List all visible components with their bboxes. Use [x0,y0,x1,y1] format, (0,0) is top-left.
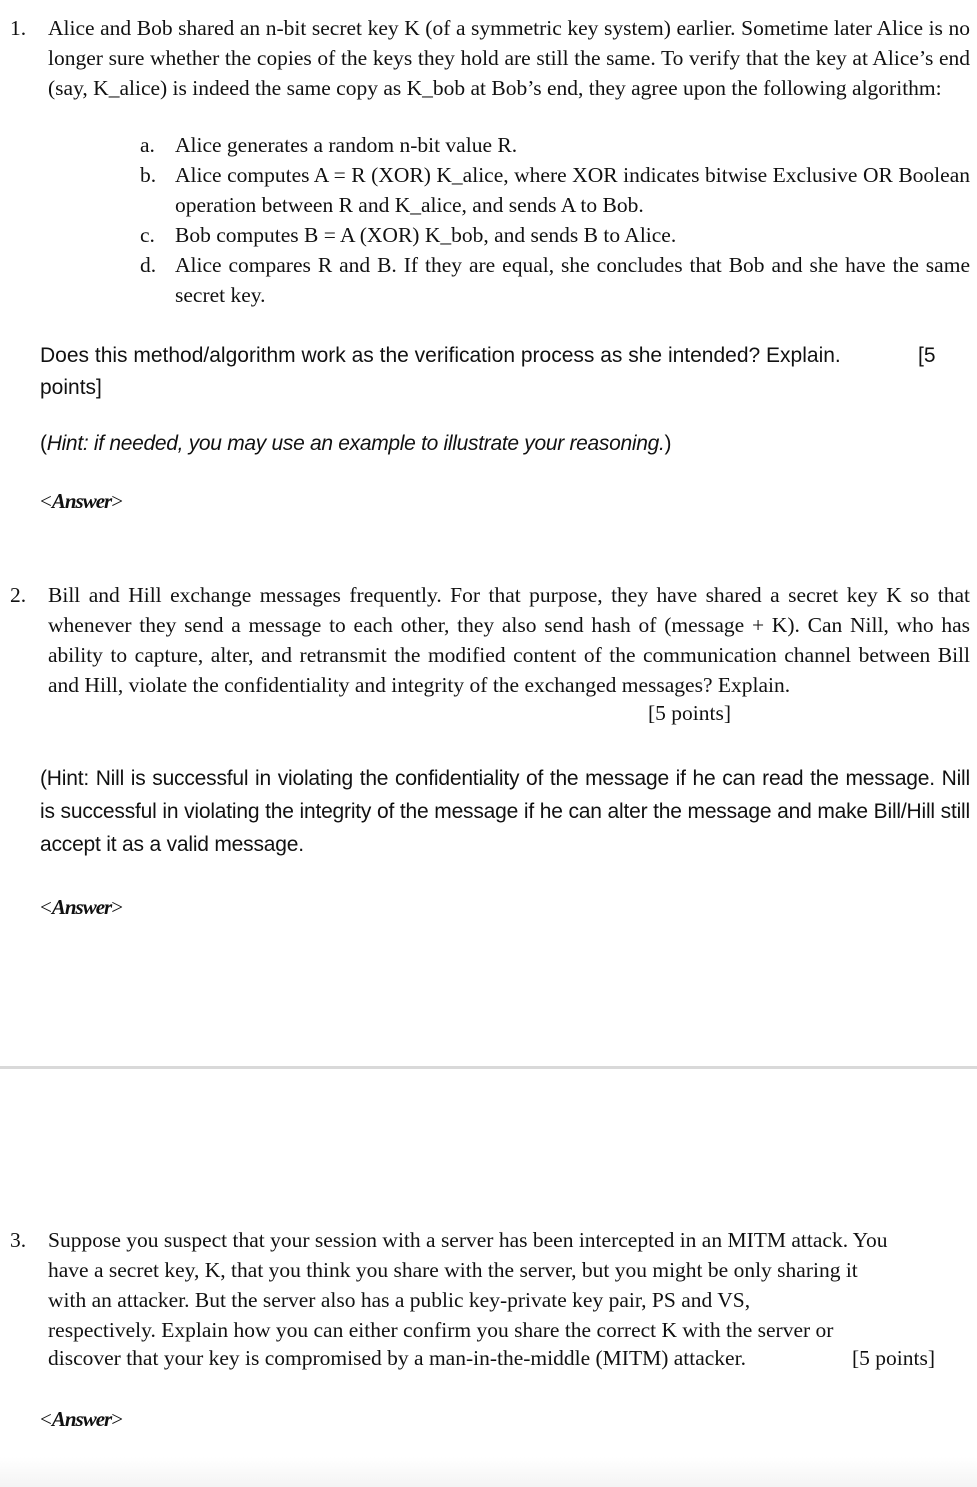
question-2-points: [5 points] [648,701,732,725]
page-divider [0,1066,977,1069]
step-a [140,130,970,160]
step-d [140,250,970,310]
answer-close: > [111,1407,124,1431]
hint-close: ) [664,432,672,455]
answer-label: Answer [51,1407,112,1431]
step-text: Bob computes B = A (XOR) K_bob, and sends B to Alice. [175,223,677,247]
question-1-number: 1. [10,16,27,40]
step-text: Alice generates a random n-bit value R. [175,133,518,157]
hint-open: ( [40,432,47,455]
page-bottom-edge [0,1457,977,1487]
step-c [140,220,970,250]
answer-close: > [111,489,124,513]
question-2-number: 2. [10,583,27,607]
hint-text: Hint: if needed, you may use an example to illustrate your reasoning. [46,432,665,455]
question-1-answer [40,486,123,516]
answer-label: Answer [51,489,112,513]
question-1-hint [40,428,671,460]
answer-open: < [40,1407,52,1431]
question-2-hint: (Hint: Nill is successful in violating the confidentiality of the message if he can read the message. Nill is successful in violating the integrity of the message if he can alter the message and make Bill/Hill still accept it as a valid message. [40,767,970,856]
question-2-answer [40,892,123,922]
question-3-line: with an attacker. But the server also has a public key-private key pair, PS and VS, [48,1288,751,1312]
question-1-prompt-text: Does this method/algorithm work as the verification process as she intended? Explain. [40,344,841,367]
question-3-line: respectively. Explain how you can either confirm you share the correct K with the server or [48,1318,834,1342]
question-2 [10,580,970,700]
step-b [140,160,970,220]
question-3 [10,1225,970,1371]
question-3-answer [40,1404,123,1434]
step-letter: b. [140,163,157,187]
question-1-steps [140,130,970,310]
question-3-line: Suppose you suspect that your session with a server has been intercepted in an MITM attack. You [48,1228,888,1252]
question-3-line: discover that your key is compromised by a man-in-the-middle (MITM) attacker. [48,1346,746,1370]
step-letter: d. [140,253,157,277]
question-3-number: 3. [10,1228,27,1252]
answer-open: < [40,895,52,919]
question-1-points-open: [5 [918,344,936,367]
answer-open: < [40,489,52,513]
question-3-text [48,1225,970,1371]
step-text: Alice computes A = R (XOR) K_alice, where XOR indicates bitwise Exclusive OR Boolean operation between R and K_alice, and sends A to Bob. [175,163,970,217]
question-3-points: [5 points] [852,1346,936,1370]
question-1-text: Alice and Bob shared an n-bit secret key K (of a symmetric key system) earlier. Sometime later Alice is no longer sure whether the copies of the keys they hold are still the same. To verify that the key at Alice’s end (say, K_alice) is indeed the same copy as K_bob at Bob’s end, they agree upon the following algorithm: [48,16,970,100]
step-letter: c. [140,223,155,247]
step-letter: a. [140,133,155,157]
question-1-prompt [40,340,970,372]
step-text: Alice compares R and B. If they are equal, she concludes that Bob and she have the same secret key. [175,253,970,307]
question-1-points-close: points] [40,376,102,399]
answer-close: > [111,895,124,919]
question-3-line: have a secret key, K, that you think you share with the server, but you might be only sharing it [48,1258,858,1282]
question-2-text: Bill and Hill exchange messages frequently. For that purpose, they have shared a secret key K so that whenever they send a message to each other, they also send hash of (message + K). Can Nill, who has ability to capture, alter, and retransmit the modified content of the communication channel between Bill and Hill, violate the confidentiality and integrity of the exchanged messages? Explain. [48,583,970,697]
answer-label: Answer [51,895,112,919]
question-1 [10,13,970,103]
